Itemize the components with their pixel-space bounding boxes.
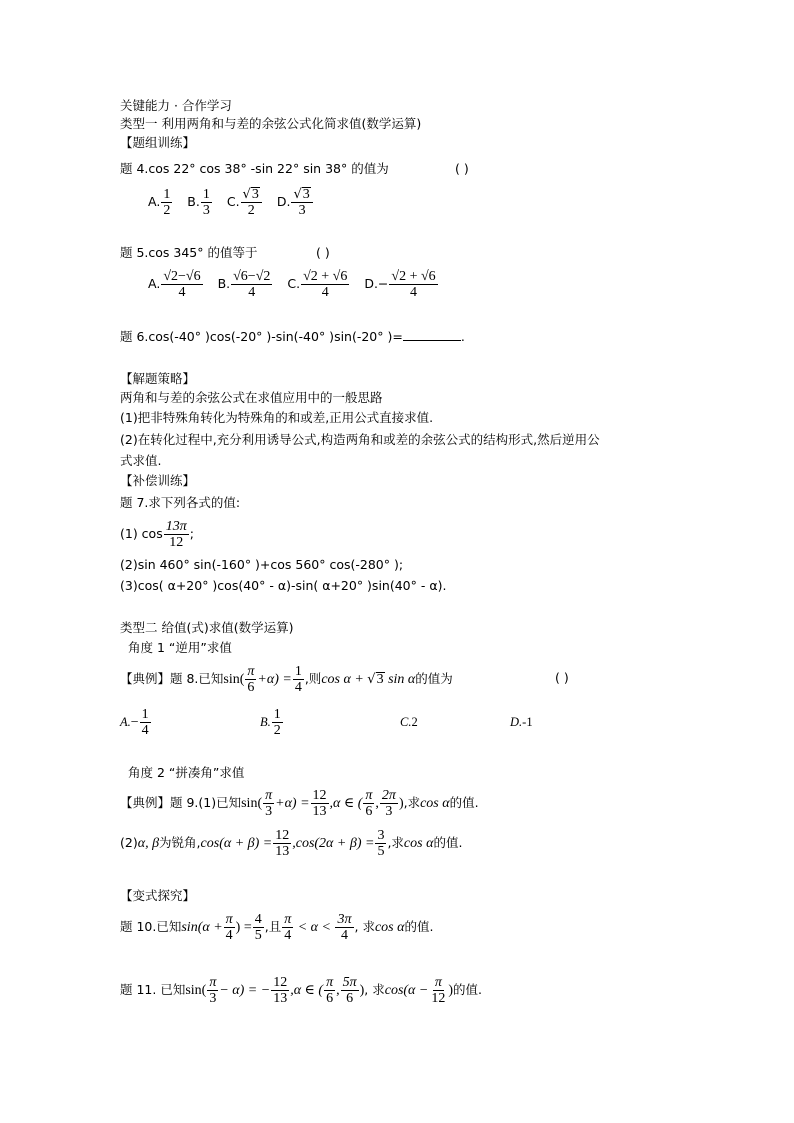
q5-option-a: A. $\frac{√2-√6}{4}$ [148, 268, 201, 300]
q4-options [148, 182, 324, 222]
section-title: 关键能力 · 合作学习 [120, 98, 232, 113]
type2-title: 类型二 给值(式)求值(数学运算) [120, 620, 294, 635]
group-training-heading: 【题组训练】 [120, 135, 196, 150]
q9-part-1: 【典例】题 9.(1)已知sin( $\frac{\pi}{3}$ +α) = $\frac{12}{13}$ ,α ∈ ( $\frac{\pi}{6}$ , $\frac{2\pi}{3}$ ),求cos α的值. [120, 788, 479, 819]
q8-option-a: A.− $\frac{1}{4}$ [120, 707, 149, 738]
q8-option-c: C.2 [400, 715, 418, 729]
strategy-heading: 【解题策略】 [120, 371, 196, 386]
q5-options [148, 264, 449, 304]
strategy-line-3: (2)在转化过程中,充分利用诱导公式,构造两角和或差的余弦公式的结构形式,然后逆用公 [120, 432, 600, 447]
q5-option-b: B. $\frac{√6-√2}{4}$ [217, 268, 271, 300]
q4-option-d: D. $\frac{√3}{3}$ [277, 182, 314, 222]
q6-answer-blank[interactable] [403, 328, 461, 341]
angle2-heading: 角度 2 “拼凑角”求值 [128, 765, 245, 780]
supplement-heading: 【补偿训练】 [120, 473, 196, 488]
q9-part-2: (2)α, β为锐角,cos(α + β) = $\frac{12}{13}$ ,cos(2α + β) = $\frac{3}{5}$ ,求cos α的值. [120, 828, 463, 859]
q4-stem: 题 4.cos 22° cos 38° -sin 22° sin 38° 的值为 [120, 161, 389, 176]
q11-stem: 题 11. 已知sin( $\frac{\pi}{3}$ − α) = − $\frac{12}{13}$ ,α ∈ ( $\frac{\pi}{6}$ , $\frac{5\pi}{6}$ ), 求cos(α − $\frac{\pi}{12}$ )的值. [120, 975, 483, 1006]
q8-option-d: D.-1 [510, 715, 533, 729]
q6-stem: 题 6.cos(-40° )cos(-20° )-sin(-40° )sin(-20° )= . [120, 329, 465, 344]
q7-part-1: (1) cos $\frac{13\pi}{12}$ ; [120, 519, 194, 550]
q4-answer-paren: ( ) [455, 161, 469, 176]
q5-option-c: C. $\frac{√2 + √6}{4}$ [287, 268, 348, 300]
q8-answer-paren: ( ) [555, 670, 569, 685]
q4-option-a: A. $\frac{1}{2}$ [148, 186, 171, 218]
q7-stem: 题 7.求下列各式的值: [120, 495, 241, 510]
q5-stem: 题 5.cos 345° 的值等于 [120, 245, 258, 260]
q10-stem: 题 10.已知sin(α + $\frac{\pi}{4}$ ) = $\frac{4}{5}$ ,且 $\frac{\pi}{4}$ < α < $\frac{3\pi}{4}$ , 求cos α的值. [120, 912, 434, 943]
q5-option-d: D.− $\frac{√2 + √6}{4}$ [364, 268, 436, 300]
q7-part-2: (2)sin 460° sin(-160° )+cos 560° cos(-280° ); [120, 557, 404, 572]
q4-option-c: C. $\frac{√3}{2}$ [227, 182, 263, 222]
strategy-line-1: 两角和与差的余弦公式在求值应用中的一般思路 [120, 390, 383, 405]
angle1-heading: 角度 1 “逆用”求值 [128, 640, 232, 655]
strategy-line-2: (1)把非特殊角转化为特殊角的和或差,正用公式直接求值. [120, 410, 434, 425]
variant-heading: 【变式探究】 [120, 888, 196, 903]
q8-stem: 【典例】题 8.已知sin( $\frac{\pi}{6}$ +α) = $\frac{1}{4}$ ,则cos α + √3 sin α的值为 [120, 664, 453, 695]
q4-option-b: B. $\frac{1}{3}$ [187, 186, 210, 218]
q5-answer-paren: ( ) [316, 245, 330, 260]
type1-title: 类型一 利用两角和与差的余弦公式化简求值(数学运算) [120, 116, 422, 131]
q8-option-b: B. $\frac{1}{2}$ [260, 707, 281, 738]
strategy-line-4: 式求值. [120, 453, 162, 468]
q7-part-3: (3)cos( α+20° )cos(40° - α)-sin( α+20° )sin(40° - α). [120, 578, 447, 593]
